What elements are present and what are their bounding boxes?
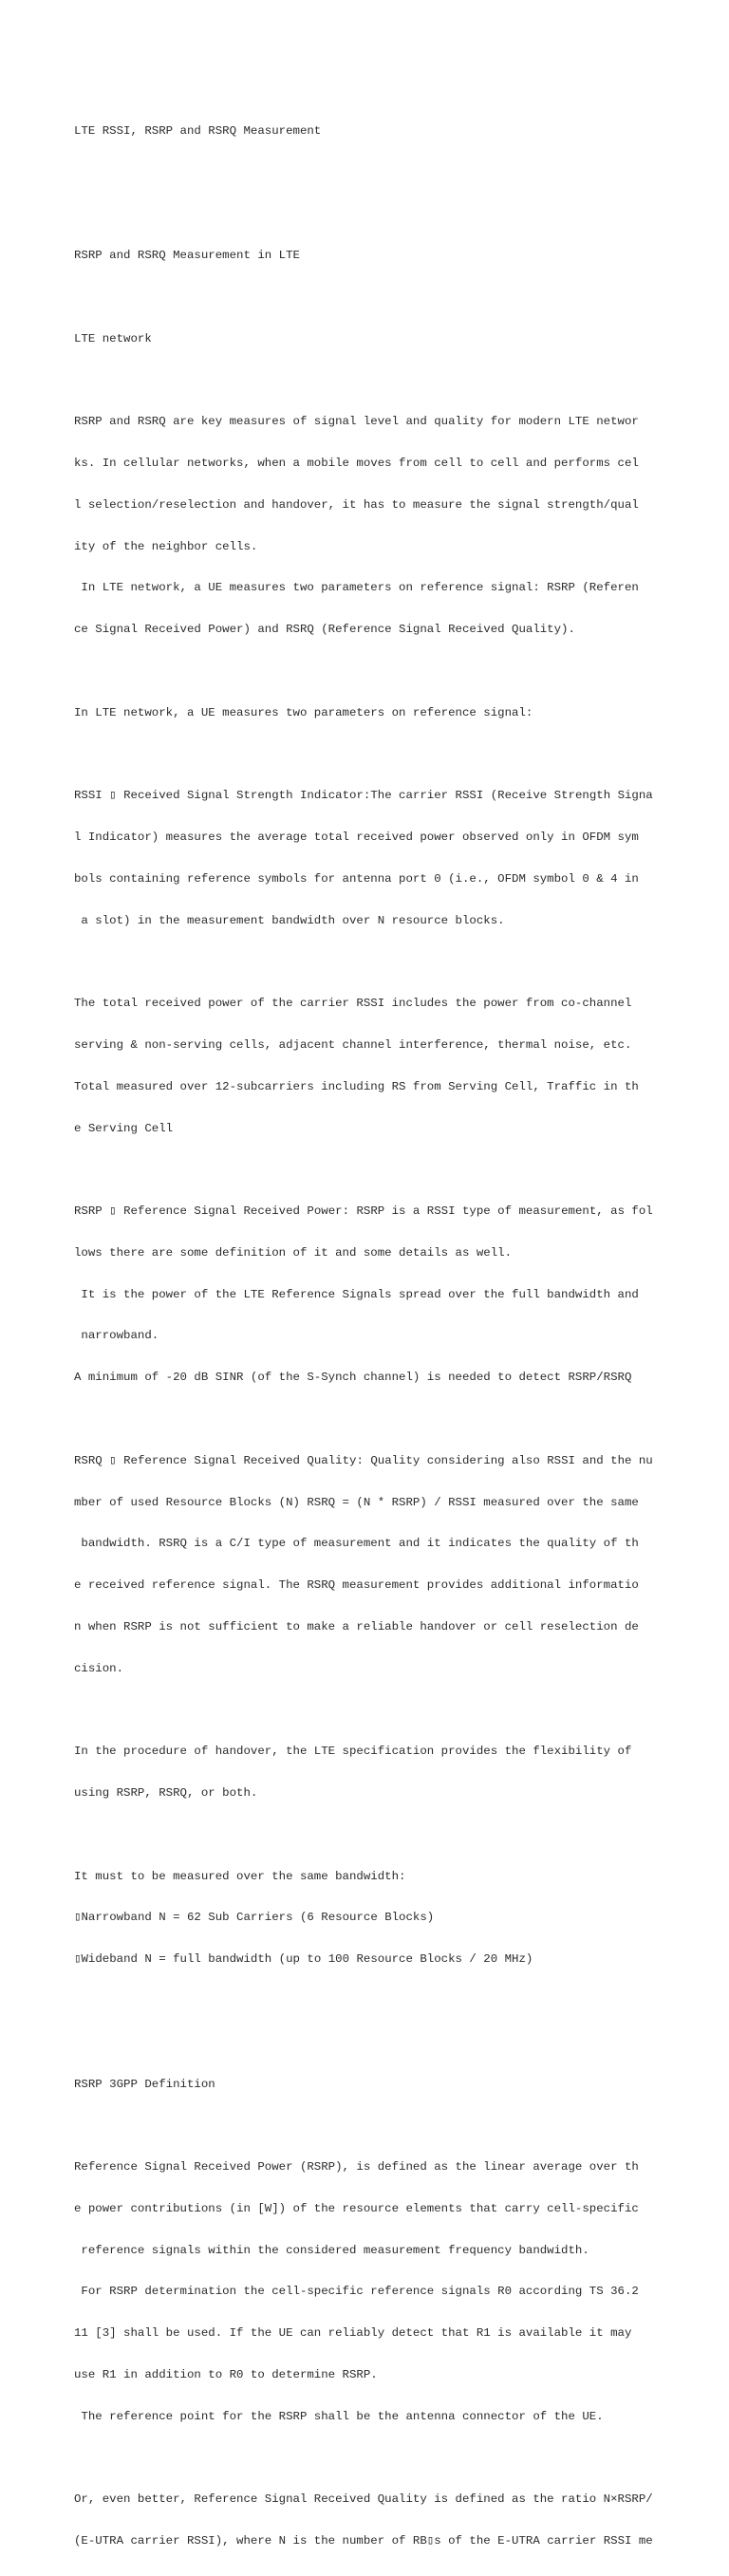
- section-heading: LTE network: [74, 331, 152, 345]
- text-line: e Serving Cell: [74, 1121, 174, 1135]
- text-line: [74, 290, 720, 305]
- text-line: cision.: [74, 1661, 124, 1675]
- text-line: l Indicator) measures the average total received power observed only in OFDM sym: [74, 831, 639, 845]
- text-line: ks. In cellular networks, when a mobile moves from cell to cell and performs cel: [74, 457, 639, 471]
- text-line: Reference Signal Received Power (RSRP), is defined as the linear average over th: [74, 2160, 639, 2175]
- text-line: [74, 1703, 720, 1717]
- text-line: [74, 2119, 720, 2133]
- text-line: Or, even better, Reference Signal Received Quality is defined as the ratio N×RSRP/: [74, 2492, 653, 2507]
- text-line: lows there are some definition of it and some details as well.: [74, 1245, 513, 1260]
- text-line: mber of used Resource Blocks (N) RSRQ = (N * RSRP) / RSSI measured over the same: [74, 1495, 639, 1509]
- text-line: The reference point for the RSRP shall be the antenna connector of the UE.: [74, 2409, 604, 2423]
- text-line: It must to be measured over the same bandwidth:: [74, 1869, 406, 1883]
- text-line: In LTE network, a UE measures two parameters on reference signal: RSRP (Referen: [74, 581, 639, 595]
- text-line: serving & non-serving cells, adjacent channel interference, thermal noise, etc.: [74, 1037, 632, 1052]
- section-heading: RSRP and RSRQ Measurement in LTE: [74, 249, 300, 263]
- text-line: bols containing reference symbols for antenna port 0 (i.e., OFDM symbol 0 & 4 in: [74, 871, 639, 886]
- doc-title: LTE RSSI, RSRP and RSRQ Measurement: [74, 123, 322, 138]
- text-line: RSRP ▯ Reference Signal Received Power: RSRP is a RSSI type of measurement, as fol: [74, 1204, 653, 1219]
- text-line: ▯Wideband N = full bandwidth (up to 100 Resource Blocks / 20 MHz): [74, 1952, 533, 1967]
- text-line: [74, 2452, 720, 2466]
- text-line: 11 [3] shall be used. If the UE can reliably detect that R1 is available it may: [74, 2326, 632, 2341]
- text-line: a slot) in the measurement bandwidth over N resource blocks.: [74, 913, 505, 927]
- text-line: e received reference signal. The RSRQ measurement provides additional informatio: [74, 1578, 639, 1593]
- text-line: RSRQ ▯ Reference Signal Received Quality: Quality considering also RSSI and the nu: [74, 1453, 653, 1467]
- text-line: RSSI ▯ Received Signal Strength Indicator:The carrier RSSI (Receive Strength Signa: [74, 789, 653, 803]
- text-line: [74, 207, 720, 221]
- text-line: [74, 166, 720, 180]
- text-line: (E-UTRA carrier RSSI), where N is the number of RB▯s of the E-UTRA carrier RSSI me: [74, 2534, 653, 2548]
- text-line: ity of the neighbor cells.: [74, 539, 258, 553]
- text-line: [74, 955, 720, 969]
- text-line: [74, 1994, 720, 2008]
- text-line: narrowband.: [74, 1329, 159, 1343]
- text-line: reference signals within the considered measurement frequency bandwidth.: [74, 2243, 589, 2257]
- text-line: In the procedure of handover, the LTE specification provides the flexibility of: [74, 1745, 632, 1759]
- text-line: use R1 in addition to R0 to determine RSRP.: [74, 2367, 378, 2381]
- text-line: e power contributions (in [W]) of the resource elements that carry cell-specific: [74, 2201, 639, 2215]
- text-line: [74, 1163, 720, 1177]
- section-heading: RSRP 3GPP Definition: [74, 2077, 215, 2091]
- text-line: ▯Narrowband N = 62 Sub Carriers (6 Resource Blocks): [74, 1911, 435, 1925]
- text-line: [74, 2036, 720, 2050]
- text-line: [74, 1412, 720, 1427]
- text-line: For RSRP determination the cell-specific reference signals R0 according TS 36.2: [74, 2285, 639, 2299]
- text-line: ce Signal Received Power) and RSRQ (Reference Signal Received Quality).: [74, 623, 575, 637]
- text-line: The total received power of the carrier RSSI includes the power from co-channel: [74, 997, 632, 1011]
- text-line: It is the power of the LTE Reference Signals spread over the full bandwidth and: [74, 1287, 639, 1301]
- text-line: [74, 1828, 720, 1842]
- text-line: [74, 664, 720, 679]
- document-body: [74, 83, 720, 2576]
- text-line: n when RSRP is not sufficient to make a reliable handover or cell reselection de: [74, 1619, 639, 1633]
- text-line: Total measured over 12-subcarriers including RS from Serving Cell, Traffic in th: [74, 1079, 639, 1093]
- text-line: RSRP and RSRQ are key measures of signal level and quality for modern LTE networ: [74, 415, 639, 429]
- text-line: l selection/reselection and handover, it has to measure the signal strength/qual: [74, 497, 639, 512]
- text-line: In LTE network, a UE measures two parameters on reference signal:: [74, 705, 533, 719]
- text-line: [74, 748, 720, 762]
- text-line: A minimum of -20 dB SINR (of the S-Synch channel) is needed to detect RSRP/RSRQ: [74, 1371, 632, 1385]
- text-line: bandwidth. RSRQ is a C/I type of measurement and it indicates the quality of th: [74, 1537, 639, 1551]
- text-line: [74, 373, 720, 387]
- text-line: using RSRP, RSRQ, or both.: [74, 1786, 258, 1801]
